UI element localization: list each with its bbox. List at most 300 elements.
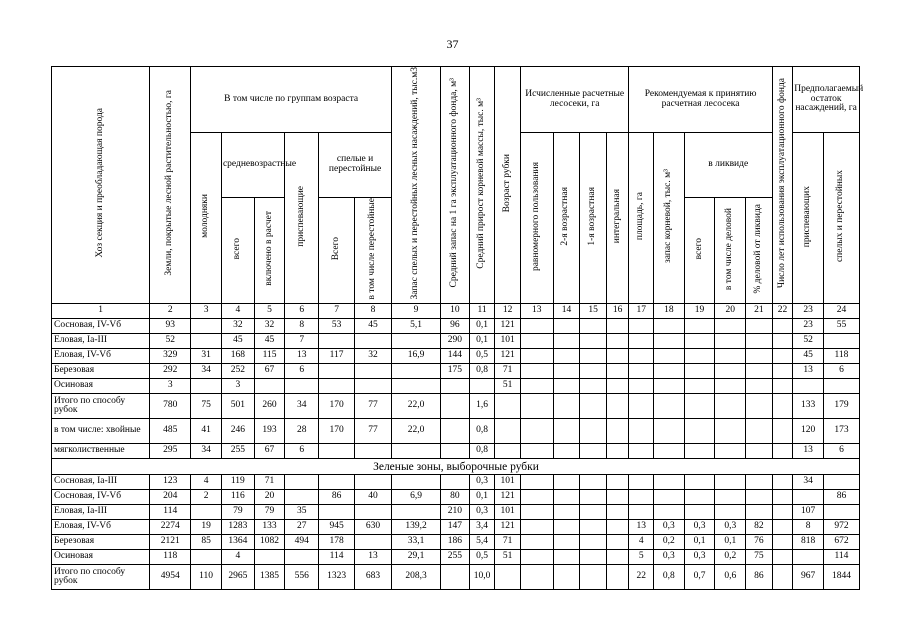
table-cell: 31 (191, 349, 222, 364)
row-label: Еловая, Ia-III (52, 505, 150, 520)
table-cell: 77 (355, 394, 392, 419)
table-cell (715, 475, 746, 490)
table-cell: 45 (793, 349, 824, 364)
table-cell: 556 (285, 565, 319, 590)
column-number: 24 (823, 304, 859, 319)
table-cell: 0,2 (715, 550, 746, 565)
table-cell (684, 490, 715, 505)
table-cell (520, 444, 553, 459)
table-cell (520, 334, 553, 349)
table-cell: 1283 (221, 520, 254, 535)
column-number: 11 (469, 304, 495, 319)
table-cell (520, 505, 553, 520)
table-cell (654, 505, 685, 520)
table-cell: 123 (150, 475, 191, 490)
table-cell (553, 505, 580, 520)
table-cell (520, 550, 553, 565)
table-cell: 116 (221, 490, 254, 505)
table-cell: 35 (285, 505, 319, 520)
table-row (52, 490, 860, 505)
table-cell: 3,4 (469, 520, 495, 535)
table-cell (580, 550, 607, 565)
table-cell (553, 565, 580, 590)
table-cell: 85 (191, 535, 222, 550)
table-cell: 972 (823, 520, 859, 535)
table-cell: 780 (150, 394, 191, 419)
table-cell: 23 (793, 319, 824, 334)
table-cell (772, 379, 792, 394)
table-cell (629, 475, 654, 490)
table-cell (746, 505, 773, 520)
table-cell: 4 (221, 550, 254, 565)
table-cell: 2121 (150, 535, 191, 550)
table-cell (684, 364, 715, 379)
table-cell (319, 364, 355, 379)
table-cell (684, 419, 715, 444)
table-cell: 34 (793, 475, 824, 490)
row-label: Итого по способу рубок (52, 565, 150, 590)
table-cell: 41 (191, 419, 222, 444)
h16: интегральная (611, 189, 622, 244)
table-cell (654, 334, 685, 349)
column-number: 10 (441, 304, 470, 319)
table-row (52, 565, 860, 590)
table-cell: 75 (746, 550, 773, 565)
table-cell: 51 (495, 550, 521, 565)
table-cell (772, 444, 792, 459)
table-cell: 1323 (319, 565, 355, 590)
row-label: Сосновая, IV-Vб (52, 490, 150, 505)
h11: Средний прирост корневой массы, тыс. м³ (476, 97, 487, 269)
table-cell (606, 394, 629, 419)
table-cell (606, 419, 629, 444)
table-cell (772, 535, 792, 550)
table-cell: 22 (629, 565, 654, 590)
table-cell: 170 (319, 394, 355, 419)
table-cell (553, 490, 580, 505)
table-cell (746, 394, 773, 419)
table-cell: 29,1 (391, 550, 440, 565)
table-cell (823, 475, 859, 490)
row-label: мягколиственные (52, 444, 150, 459)
table-cell (715, 394, 746, 419)
column-number: 16 (606, 304, 629, 319)
table-cell: 110 (191, 565, 222, 590)
table-cell: 246 (221, 419, 254, 444)
row-label: Сосновая, Ia-III (52, 475, 150, 490)
table-cell (654, 419, 685, 444)
table-cell (629, 505, 654, 520)
table-cell (629, 490, 654, 505)
table-cell: 22,0 (391, 419, 440, 444)
table-cell (520, 535, 553, 550)
column-number: 23 (793, 304, 824, 319)
table-cell: 4 (191, 475, 222, 490)
table-cell (746, 419, 773, 444)
h24: спелых и перестойных (835, 170, 846, 263)
table-row (52, 505, 860, 520)
table-cell: 0,8 (469, 364, 495, 379)
table-body-a (52, 319, 860, 459)
table-cell (520, 475, 553, 490)
table-cell (580, 349, 607, 364)
table-cell: 1364 (221, 535, 254, 550)
table-cell (715, 379, 746, 394)
table-cell (684, 444, 715, 459)
table-cell: 178 (319, 535, 355, 550)
table-body-b (52, 475, 860, 590)
table-cell (654, 364, 685, 379)
table-row (52, 379, 860, 394)
table-cell: 0,8 (654, 565, 685, 590)
table-cell: 683 (355, 565, 392, 590)
table-cell (715, 364, 746, 379)
row-label: Итого по способу рубок (52, 394, 150, 419)
column-number: 19 (684, 304, 715, 319)
table-cell (441, 419, 470, 444)
h13: равномерного пользования (530, 161, 541, 271)
h-groups: В том числе по группам возраста (191, 67, 392, 133)
table-cell: 6 (823, 444, 859, 459)
table-cell: 0,1 (684, 535, 715, 550)
table-row (52, 520, 860, 535)
table-cell: 144 (441, 349, 470, 364)
table-cell (772, 490, 792, 505)
table-cell (520, 379, 553, 394)
table-cell: 6 (285, 444, 319, 459)
table-cell (772, 419, 792, 444)
column-number: 22 (772, 304, 792, 319)
table-cell (629, 419, 654, 444)
table-cell (580, 475, 607, 490)
table-cell: 147 (441, 520, 470, 535)
table-cell: 0,2 (654, 535, 685, 550)
table-cell: 121 (495, 490, 521, 505)
forest-table (51, 66, 864, 590)
table-cell (441, 394, 470, 419)
table-cell (553, 364, 580, 379)
table-cell: 0,8 (469, 419, 495, 444)
table-cell (495, 419, 521, 444)
table-cell: 119 (221, 475, 254, 490)
h10: Средний запас на 1 га эксплуатационного фонда, м³ (448, 78, 459, 288)
table-cell: 22,0 (391, 394, 440, 419)
table-row (52, 475, 860, 490)
h-liq: в ликвиде (684, 133, 772, 198)
table-row (52, 334, 860, 349)
table-cell (793, 490, 824, 505)
table-cell: 3 (150, 379, 191, 394)
table-cell (606, 505, 629, 520)
table-cell (654, 379, 685, 394)
table-cell (715, 349, 746, 364)
table-cell: 101 (495, 475, 521, 490)
table-cell: 52 (150, 334, 191, 349)
table-cell (391, 364, 440, 379)
table-cell: 255 (441, 550, 470, 565)
table-cell: 114 (150, 505, 191, 520)
table-cell: 0,3 (654, 520, 685, 535)
table-cell: 295 (150, 444, 191, 459)
table-cell (715, 444, 746, 459)
table-cell: 967 (793, 565, 824, 590)
table-cell (629, 334, 654, 349)
table-cell (355, 505, 392, 520)
table-cell: 630 (355, 520, 392, 535)
table-cell: 121 (495, 349, 521, 364)
table-cell (553, 475, 580, 490)
table-cell (391, 379, 440, 394)
table-cell: 0,7 (684, 565, 715, 590)
table-cell: 255 (221, 444, 254, 459)
table-cell: 4 (629, 535, 654, 550)
table-cell: 818 (793, 535, 824, 550)
table-cell (191, 550, 222, 565)
h-mature: спелые и перестойные (319, 133, 392, 198)
table-cell: 2965 (221, 565, 254, 590)
h6: приспевающие (295, 185, 306, 247)
table-cell: 170 (319, 419, 355, 444)
table-cell: 86 (823, 490, 859, 505)
table-cell (746, 475, 773, 490)
column-number: 6 (285, 304, 319, 319)
table-cell (495, 394, 521, 419)
table-cell: 101 (495, 334, 521, 349)
table-cell: 96 (441, 319, 470, 334)
h22: Число лет использования эксплуатационного фонда (776, 78, 787, 289)
table-cell: 77 (355, 419, 392, 444)
table-cell: 114 (319, 550, 355, 565)
row-label: Сосновая, IV-Vб (52, 319, 150, 334)
table-cell: 0,1 (469, 490, 495, 505)
table-cell (606, 520, 629, 535)
h19: всего (693, 238, 704, 260)
table-cell: 93 (150, 319, 191, 334)
row-label: Еловая, IV-Vб (52, 349, 150, 364)
h4: всего (231, 238, 242, 260)
table-cell (191, 334, 222, 349)
table-cell (746, 444, 773, 459)
table-cell (746, 379, 773, 394)
table-cell (319, 444, 355, 459)
table-cell: 501 (221, 394, 254, 419)
table-cell: 80 (441, 490, 470, 505)
h20: в том числе деловой (724, 207, 735, 290)
table-cell (654, 475, 685, 490)
table-cell (684, 394, 715, 419)
row-label: в том числе: хвойные (52, 419, 150, 444)
h18: запас корневой, тыс. м³ (662, 169, 673, 264)
table-cell: 260 (254, 394, 285, 419)
table-cell: 45 (254, 334, 285, 349)
table-cell (441, 475, 470, 490)
table-cell (606, 319, 629, 334)
table-cell (772, 364, 792, 379)
table-cell (495, 565, 521, 590)
table-cell: 45 (355, 319, 392, 334)
column-number: 8 (355, 304, 392, 319)
table-cell (654, 394, 685, 419)
table-cell (580, 419, 607, 444)
table-cell (495, 444, 521, 459)
table-cell: 210 (441, 505, 470, 520)
table-cell: 3 (221, 379, 254, 394)
table-cell (553, 394, 580, 419)
table-cell (654, 444, 685, 459)
table-cell: 67 (254, 444, 285, 459)
h12: Возраст рубки (501, 154, 512, 213)
table-cell: 186 (441, 535, 470, 550)
column-number: 1 (52, 304, 150, 319)
table-cell: 485 (150, 419, 191, 444)
h15: 1-я возрастная (587, 186, 598, 246)
table-cell (580, 364, 607, 379)
table-cell (580, 444, 607, 459)
table-cell: 71 (495, 364, 521, 379)
table-cell (191, 505, 222, 520)
table-cell (654, 490, 685, 505)
table-cell (319, 334, 355, 349)
h14: 2-я возрастная (560, 186, 571, 246)
table-cell: 34 (191, 364, 222, 379)
table-cell: 34 (191, 444, 222, 459)
table-cell: 5,1 (391, 319, 440, 334)
table-cell (684, 319, 715, 334)
table-cell (580, 319, 607, 334)
table-cell: 32 (221, 319, 254, 334)
table-cell (191, 379, 222, 394)
h17: площадь, га (635, 192, 646, 241)
table-cell: 2274 (150, 520, 191, 535)
table-cell (391, 334, 440, 349)
column-number: 3 (191, 304, 222, 319)
table-cell (441, 444, 470, 459)
table-cell: 79 (254, 505, 285, 520)
table-cell: 67 (254, 364, 285, 379)
table-cell: 5,4 (469, 535, 495, 550)
table-cell: 32 (254, 319, 285, 334)
column-number: 4 (221, 304, 254, 319)
table-cell (191, 319, 222, 334)
table-cell (606, 535, 629, 550)
table-row (52, 364, 860, 379)
table-cell: 115 (254, 349, 285, 364)
table-cell (285, 490, 319, 505)
column-number: 18 (654, 304, 685, 319)
table-cell: 33,1 (391, 535, 440, 550)
column-number: 12 (495, 304, 521, 319)
table-cell (715, 505, 746, 520)
table-cell (520, 565, 553, 590)
table-cell: 1844 (823, 565, 859, 590)
table-cell (580, 565, 607, 590)
table-cell (355, 364, 392, 379)
table-cell (391, 505, 440, 520)
table-cell: 101 (495, 505, 521, 520)
table-cell: 117 (319, 349, 355, 364)
table-cell (520, 419, 553, 444)
table-cell (285, 475, 319, 490)
table-cell (606, 334, 629, 349)
table-cell: 7 (285, 334, 319, 349)
table-cell (580, 520, 607, 535)
table-cell: 8 (793, 520, 824, 535)
table-cell (772, 349, 792, 364)
table-row (52, 444, 860, 459)
table-cell (391, 475, 440, 490)
table-cell: 179 (823, 394, 859, 419)
table-cell: 173 (823, 419, 859, 444)
table-cell: 204 (150, 490, 191, 505)
table-cell (469, 379, 495, 394)
table-cell (580, 379, 607, 394)
table-cell (580, 505, 607, 520)
table-cell (606, 475, 629, 490)
table-cell: 290 (441, 334, 470, 349)
table-cell: 118 (150, 550, 191, 565)
table-cell: 19 (191, 520, 222, 535)
table-cell: 76 (746, 535, 773, 550)
table-cell (772, 565, 792, 590)
table-cell (684, 475, 715, 490)
table-cell: 0,3 (469, 475, 495, 490)
table-cell: 107 (793, 505, 824, 520)
table-row (52, 419, 860, 444)
table-cell (684, 505, 715, 520)
table-cell (285, 550, 319, 565)
table-cell: 0,3 (715, 520, 746, 535)
table-cell (355, 535, 392, 550)
table-cell (520, 319, 553, 334)
table-row (52, 394, 860, 419)
table-cell: 114 (823, 550, 859, 565)
table-cell (606, 444, 629, 459)
table-cell (629, 319, 654, 334)
table-cell (553, 319, 580, 334)
table-cell: 0,5 (469, 550, 495, 565)
table-cell (746, 364, 773, 379)
column-number: 20 (715, 304, 746, 319)
table-cell: 193 (254, 419, 285, 444)
table-cell (684, 334, 715, 349)
table-cell (254, 550, 285, 565)
table-cell (772, 394, 792, 419)
table-cell (355, 379, 392, 394)
table-cell: 32 (355, 349, 392, 364)
page-number: 37 (446, 37, 459, 51)
row-label: Осиновая (52, 379, 150, 394)
table-cell: 13 (285, 349, 319, 364)
table-cell (580, 535, 607, 550)
table-cell (793, 379, 824, 394)
table-cell: 82 (746, 520, 773, 535)
table-cell: 252 (221, 364, 254, 379)
table-row (52, 550, 860, 565)
table-cell (606, 490, 629, 505)
table-cell (629, 379, 654, 394)
table-cell (319, 475, 355, 490)
table-cell (715, 334, 746, 349)
table-cell: 45 (221, 334, 254, 349)
table-cell (606, 565, 629, 590)
table-cell (553, 535, 580, 550)
table-cell (772, 334, 792, 349)
table-cell (520, 394, 553, 419)
table-cell: 0,1 (715, 535, 746, 550)
table-cell: 494 (285, 535, 319, 550)
h3: молодняки (200, 194, 211, 239)
h7: Всего (330, 237, 341, 261)
